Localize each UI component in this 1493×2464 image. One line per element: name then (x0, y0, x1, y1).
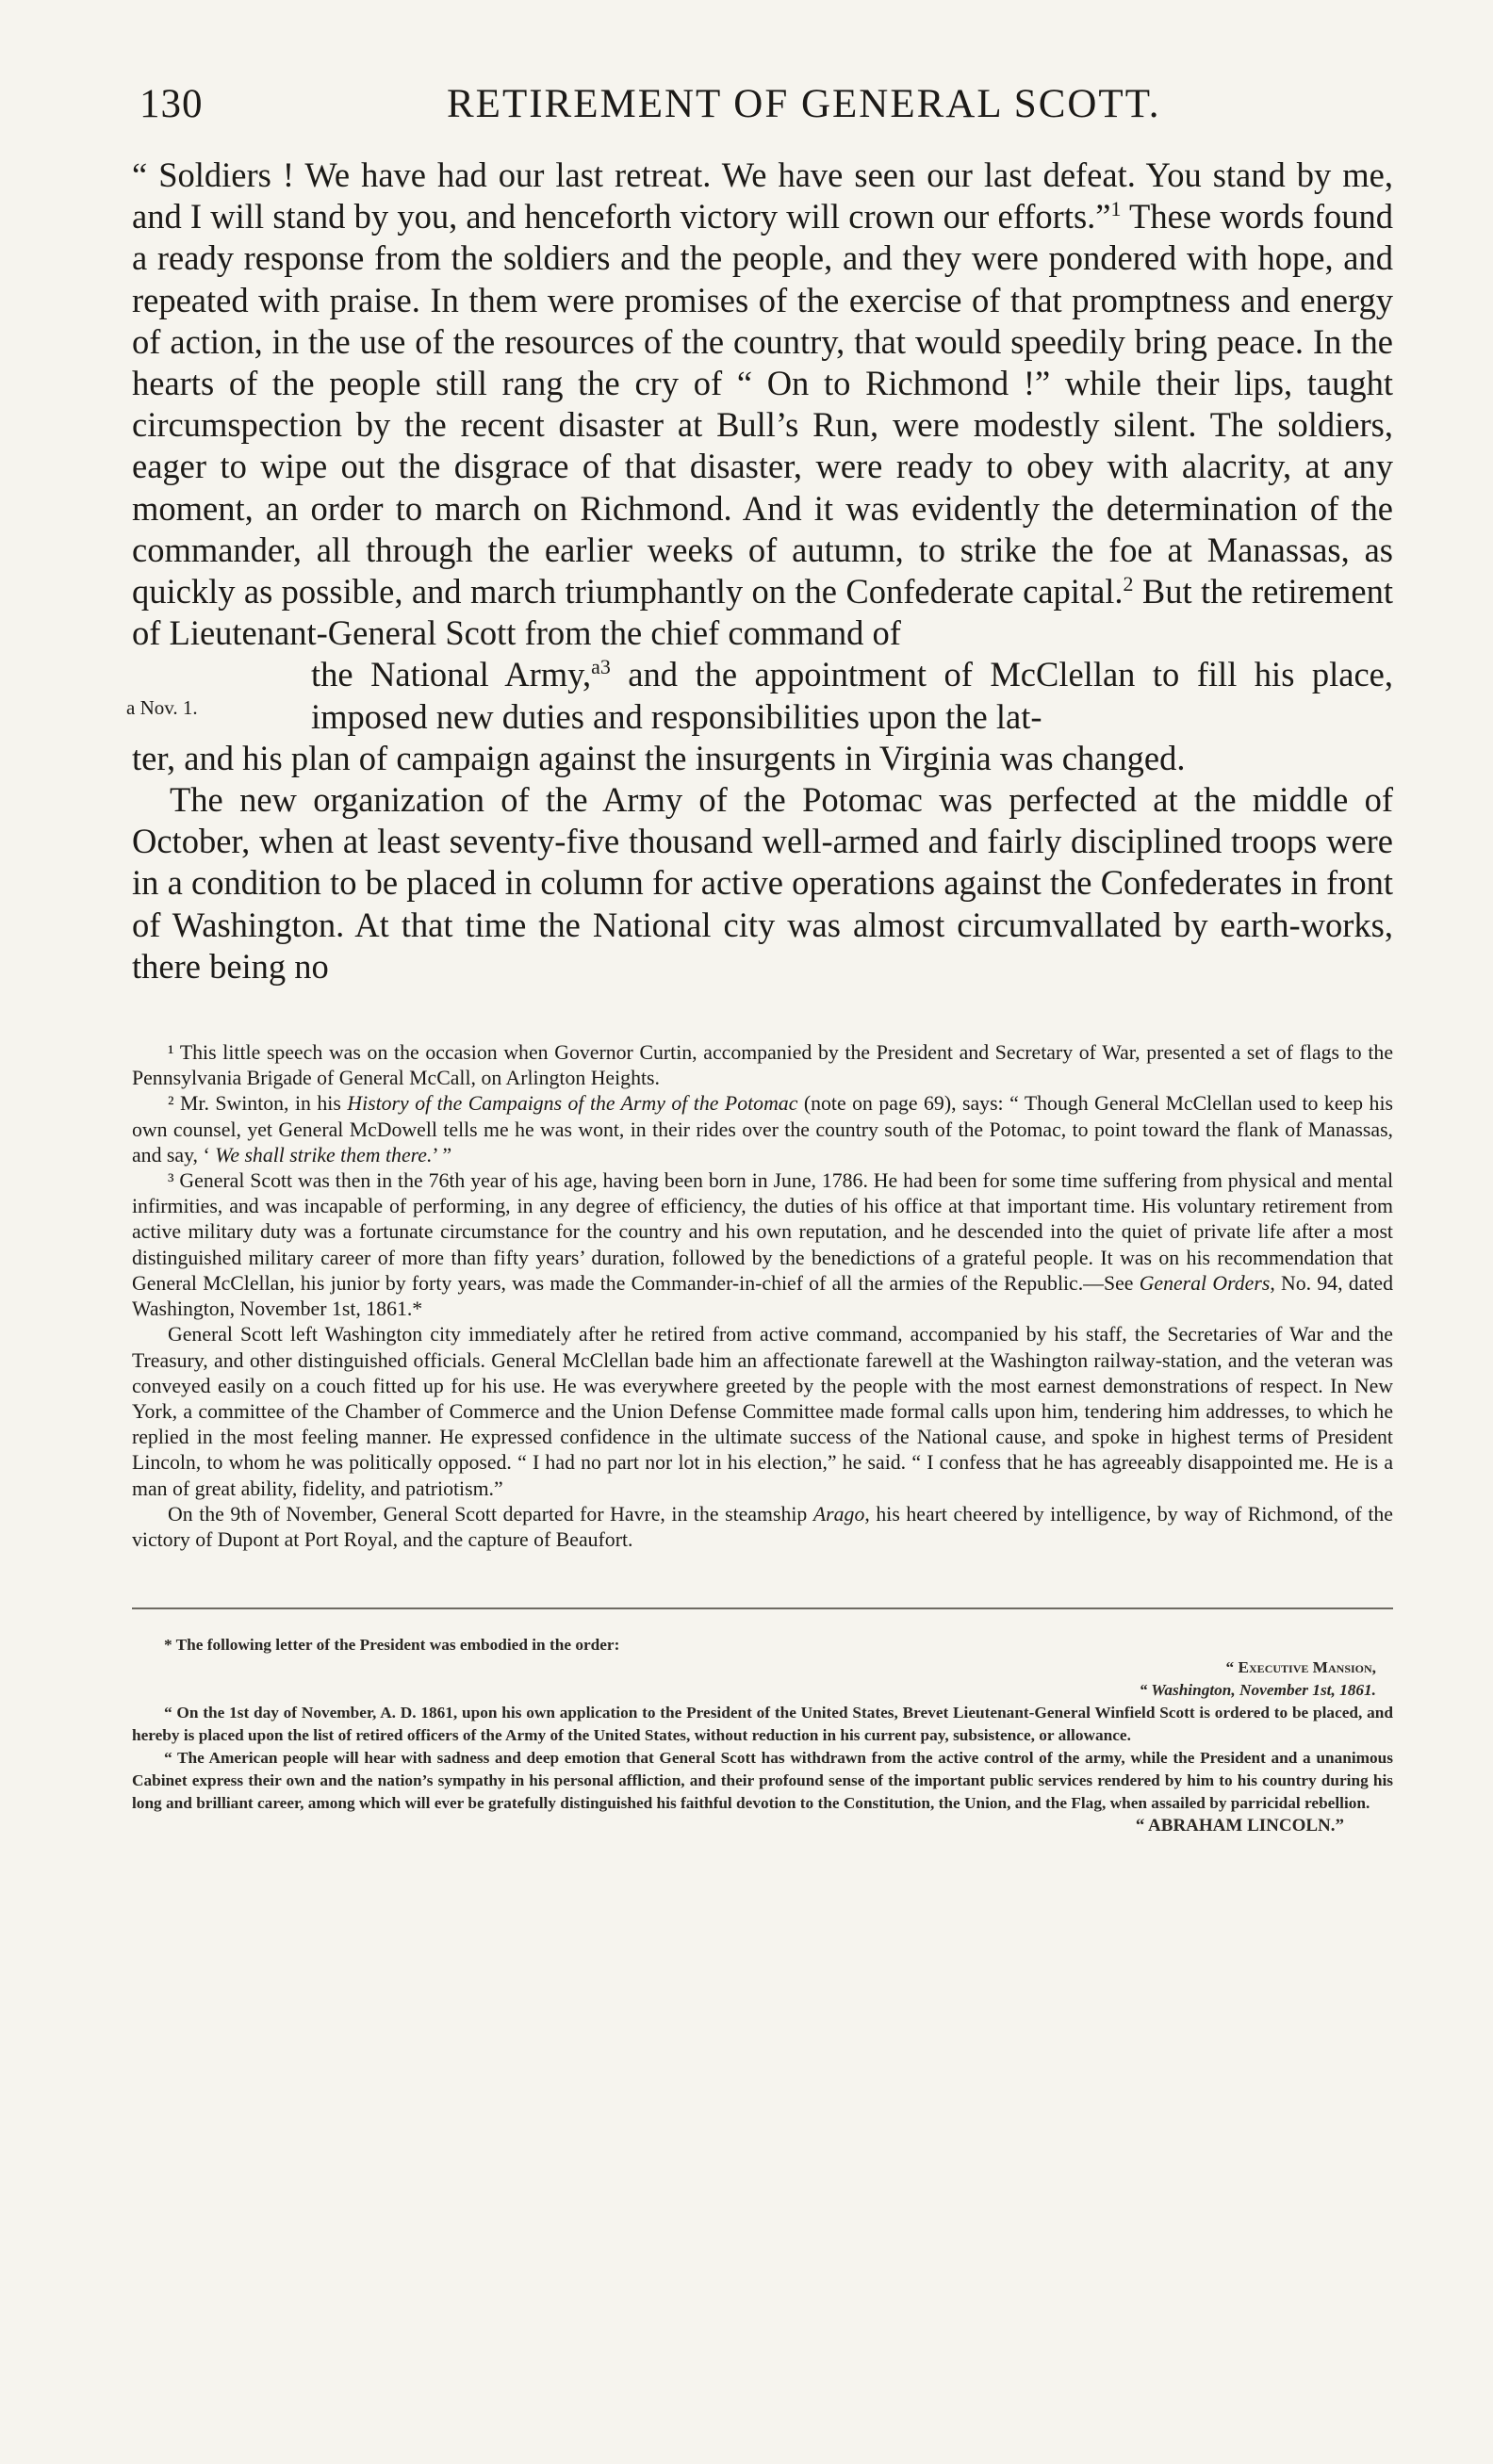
text-segment: the National Army, (311, 655, 592, 694)
page-number: 130 (139, 82, 204, 126)
text-segment: “ Soldiers ! We have had our last retreat. We have seen our last defeat. You stand by me, and I will stand by you, and henceforth victory will crown our efforts.” (132, 155, 1393, 237)
letter-paragraph-2: “ The American people will hear with sadness and deep emotion that General Scott has withdrawn from the active control of the army, while the President and a unanimous Cabinet express their own and the nation’s sympathy in his personal affliction, and their profound sense of the important public services rendered by him to his country during his long and brilliant career, among which will ever be gratefully distinguished his faithful devotion to the Constitution, the Union, and the Flag, when assailed by parricidal rebellion. (132, 1749, 1393, 1813)
margin-note-block (126, 654, 1393, 737)
footnote-3-closing (132, 1502, 1393, 1553)
orders-title: General Orders (1139, 1271, 1271, 1295)
indented-text (132, 654, 1393, 737)
page-header (132, 75, 1393, 132)
ship-name: Arago (812, 1502, 865, 1526)
text-segment: ³ General Scott was then in the 76th year of his age, having been born in June, 1786. He had been for some time suffering from physical and mental infirmities, and was incapable of performing, in any degree of efficiency, the duties of his office at that important time. His voluntary retirement from active military duty was a fortunate circumstance for the country and his own reputation, and he descended into the quiet of private life after a most distinguished military career of more than fifty years’ duration, followed by the benedictions of a grateful people. It was on his recommendation that General McClellan, his junior by forty years, was made the Commander-in-chief of all the armies of the Republic.—See (132, 1169, 1393, 1295)
paragraph-1-end: ter, and his plan of campaign against the insurgents in Virginia was changed. (132, 738, 1186, 777)
running-head: RETIREMENT OF GENERAL SCOTT. (447, 82, 1161, 126)
book-title: History of the Campaigns of the Army of the Potomac (347, 1092, 798, 1116)
text-segment: (note on page 69), says: “ Though General McClellan used to keep his own counsel, yet General McDowell tells me he was wont, in their rides over the country south of the Potomac, to point toward the flank of Manassas, and say, ‘ (132, 1092, 1393, 1167)
letter-place: “ Executive Mansion, (1225, 1658, 1376, 1677)
margin-note: a Nov. 1. (126, 696, 198, 720)
paragraph-2: The new organization of the Army of the Potomac was perfected at the middle of October, when at least seventy-five thousand well-armed and fairly disciplined troops were in a condition to be placed in column for active operations against the Confederates in front of Washington. At that time the National city was almost circumvallated by earth-works, there being no (132, 780, 1393, 986)
letter-signature: “ ABRAHAM LINCOLN.” (1135, 1816, 1344, 1836)
footnote-ref: 2 (1123, 571, 1134, 596)
footnote-ref: a3 (591, 655, 611, 679)
text-segment: These words found a ready response from the soldiers and the people, and they were pondered with hope, and repeated with praise. In them were promises of the exercise of that promptness and energy of action, in the use of the resources of the country, that would speedily bring peace. In the hearts of the people still rang the cry of “ On to Richmond !” while their lips, taught circumspection by the recent disaster at Bull’s Run, were modestly silent. The soldiers, eager to wipe out the disgrace of that disaster, were ready to obey with alacrity, at any moment, an order to march on Richmond. And it was evidently the determination of the commander, all through the earlier weeks of autumn, to strike the foe at Manassas, as quickly as possible, and march triumphantly on the Confederate capital. (132, 197, 1393, 612)
footnote-ref: 1 (1110, 197, 1122, 221)
footnote-3-continued: General Scott left Washington city immediately after he retired from active command, accompanied by his staff, the Secretaries of War and the Treasury, and other distinguished officials. General McClellan bade him an affectionate farewell at the Washington railway-station, and the veteran was conveyed easily on a couch fitted up for his use. He was everywhere greeted by the people with the most earnest demonstrations of respect. In New York, a committee of the Chamber of Commerce and the Union Defense Committee made formal calls upon him, tendering him addresses, to which he replied in the most feeling manner. He expressed confidence in the ultimate success of the National cause, and spoke in highest terms of President Lincoln, to whom he was politically opposed. “ I had no part nor lot in his election,” he said. “ I confess that he has agreeably disappointed me. He is a man of great ability, fidelity, and patriotism.” (132, 1323, 1393, 1500)
letter-intro: * The following letter of the President was embodied in the order: (164, 1636, 620, 1655)
letter-paragraph-1: “ On the 1st day of November, A. D. 1861, upon his own application to the President of the United States, Brevet Lieutenant-General Winfield Scott is ordered to be placed, and hereby is placed upon the list of retired officers of the Army of the United States, without reduction in his current pay, subsistence, or allowance. (132, 1704, 1393, 1745)
letter-dateline: “ Washington, November 1st, 1861. (1139, 1681, 1376, 1700)
text-segment: ² Mr. Swinton, in his (168, 1092, 348, 1116)
text-segment: ’ ” (432, 1143, 452, 1167)
presidential-letter (132, 1634, 1393, 1837)
footnote-3 (132, 1168, 1393, 1322)
book-page (126, 75, 1393, 1837)
footnote-divider (132, 1607, 1393, 1609)
text-segment: , his heart cheered by intelligence, by way of Richmond, of the victory of Dupont at Port Royal, and the capture of Beaufort. (132, 1502, 1393, 1551)
text-segment: On the 9th of November, General Scott departed for Havre, in the steamship (168, 1502, 813, 1526)
paragraph-1 (132, 155, 1393, 654)
footnote-2 (132, 1091, 1393, 1168)
footnotes (132, 1040, 1393, 1553)
footnote-1: ¹ This little speech was on the occasion when Governor Curtin, accompanied by the President and Secretary of War, presented a set of flags to the Pennsylvania Brigade of General McCall, on Arlington Heights. (132, 1041, 1393, 1090)
quoted-phrase: We shall strike them there. (215, 1143, 433, 1167)
text-segment: , No. 94, dated Washington, November 1st, 1861.* (132, 1271, 1393, 1321)
main-text (126, 155, 1393, 987)
text-segment: But the retirement of Lieutenant-General Scott from the chief command of (132, 572, 1393, 653)
text-segment: and the appointment of McClellan to fill his place, imposed new duties and responsibilities upon the lat- (311, 655, 1393, 736)
